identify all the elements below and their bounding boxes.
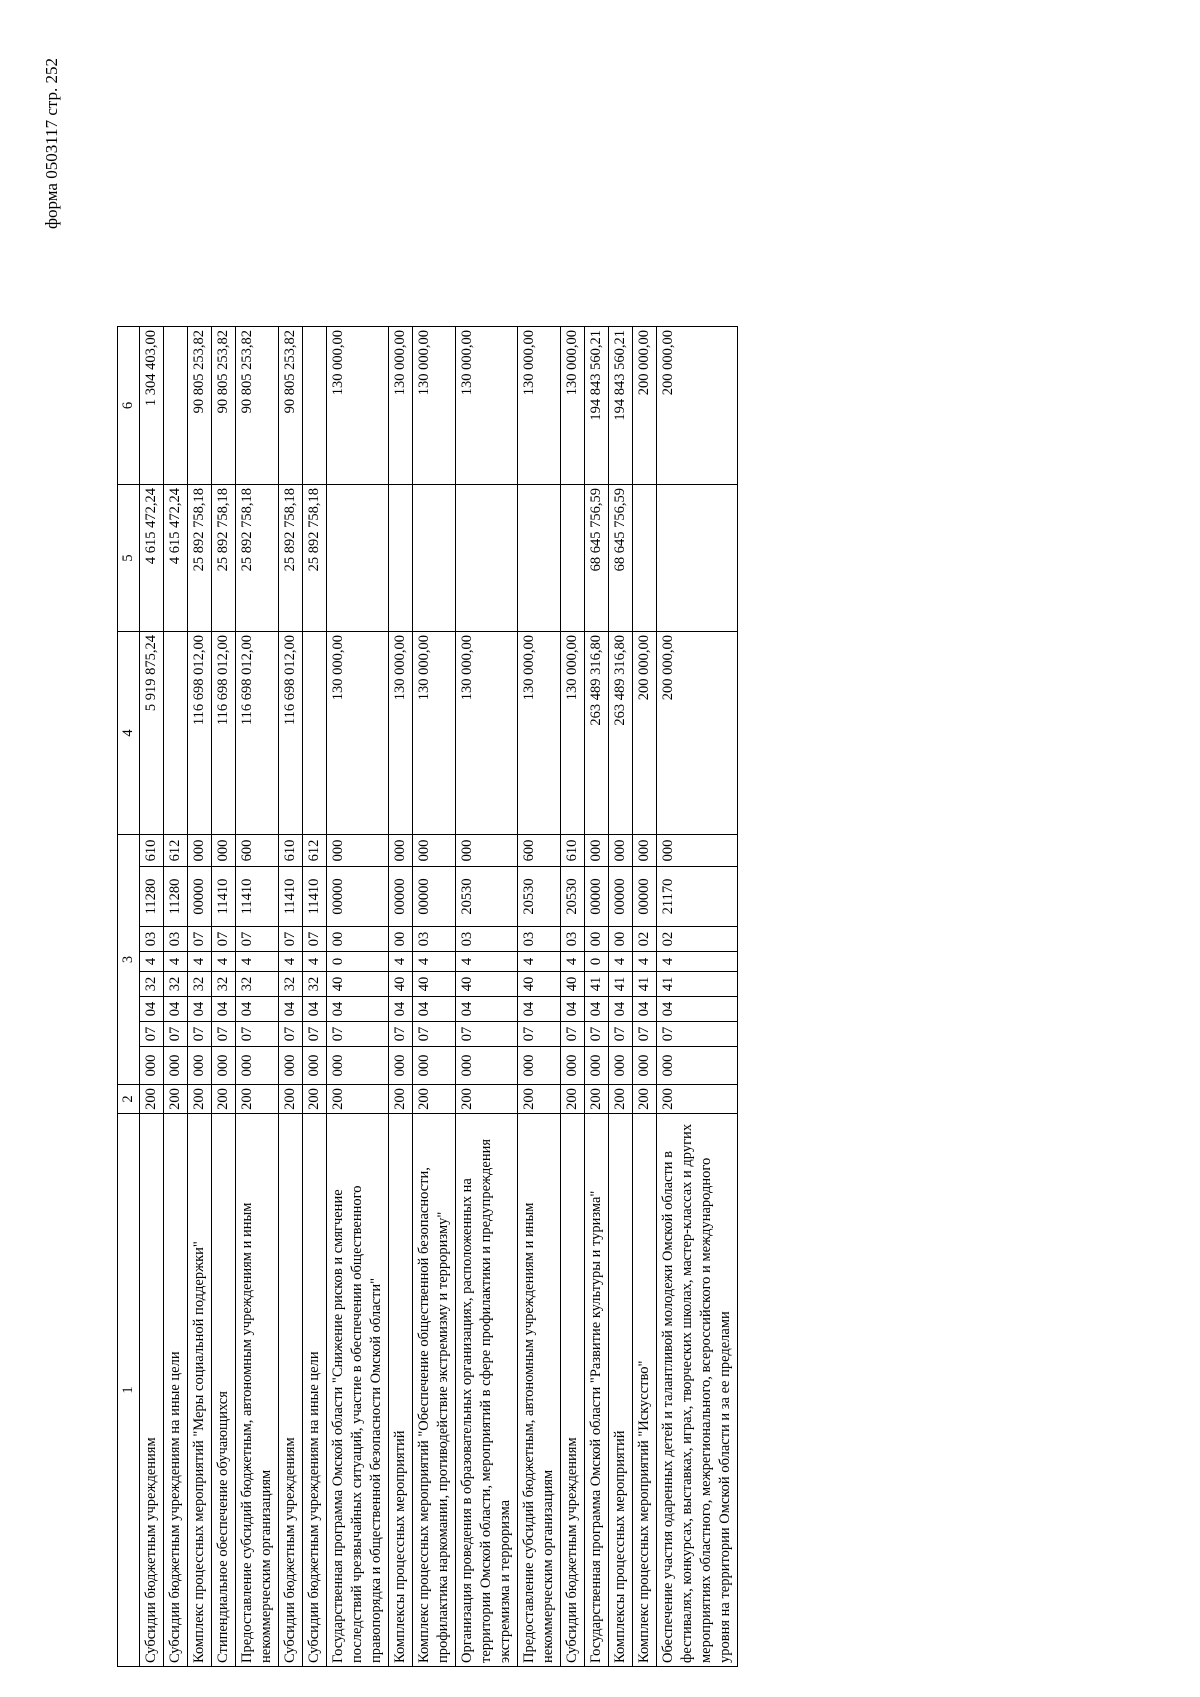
row-name: Предоставление субсидий бюджетным, автономным учреждениям и иным некоммерческим организациям [518,1114,561,1667]
table-row [413,327,456,1667]
budget-code-part: 000 [389,1047,413,1085]
row-executed [518,485,561,632]
row-executed [413,485,456,632]
row-approved: 116 698 012,00 [212,632,236,835]
table-row [389,327,413,1667]
budget-code-part: 000 [327,835,389,867]
budget-code-part: 07 [456,1022,518,1047]
row-unexecuted [303,327,327,485]
budget-code-part: 4 [188,952,212,972]
budget-code-part: 07 [212,1022,236,1047]
budget-code-part: 04 [164,997,188,1022]
budget-code-part: 000 [140,1047,164,1085]
budget-code-part: 32 [164,972,188,997]
row-line-code: 200 [413,1085,456,1114]
budget-code-part: 4 [389,952,413,972]
budget-code-part: 02 [657,927,738,952]
budget-code-part: 4 [657,952,738,972]
budget-code-part: 000 [657,835,738,867]
budget-code-part: 07 [140,1022,164,1047]
budget-code-part: 04 [609,997,633,1022]
budget-code-part: 000 [633,835,657,867]
budget-code-part: 00 [585,927,609,952]
row-executed: 68 645 756,59 [609,485,633,632]
budget-code-part: 07 [413,1022,456,1047]
budget-code-part: 000 [456,835,518,867]
budget-code-part: 4 [279,952,303,972]
budget-code-part: 00 [389,927,413,952]
budget-code-part: 20530 [518,867,561,927]
budget-code-part: 4 [609,952,633,972]
row-unexecuted: 200 000,00 [657,327,738,485]
budget-code-part: 000 [609,835,633,867]
budget-code-part: 03 [518,927,561,952]
budget-code-part: 07 [303,1022,327,1047]
row-executed: 25 892 758,18 [212,485,236,632]
budget-code-part: 07 [236,1022,279,1047]
row-approved: 263 489 316,80 [585,632,609,835]
row-executed [633,485,657,632]
budget-code-part: 4 [456,952,518,972]
budget-code-part: 04 [413,997,456,1022]
budget-code-part: 04 [657,997,738,1022]
budget-code-part: 41 [609,972,633,997]
row-executed [389,485,413,632]
budget-code-part: 03 [456,927,518,952]
row-unexecuted [164,327,188,485]
budget-code-part: 000 [561,1047,585,1085]
row-name: Государственная программа Омской области "Развитие культуры и туризма" [585,1114,609,1667]
table-row [279,327,303,1667]
budget-code-part: 00000 [633,867,657,927]
table-row [164,327,188,1667]
budget-code-part: 000 [212,1047,236,1085]
table-row [561,327,585,1667]
table-row [585,327,609,1667]
table-body [140,327,738,1667]
row-approved: 130 000,00 [389,632,413,835]
budget-code-part: 000 [303,1047,327,1085]
table-row [327,327,389,1667]
row-approved: 200 000,00 [633,632,657,835]
budget-code-part: 00 [327,927,389,952]
budget-code-part: 32 [236,972,279,997]
col-header-3: 3 [118,835,140,1085]
row-executed: 25 892 758,18 [188,485,212,632]
budget-code-part: 41 [657,972,738,997]
row-line-code: 200 [188,1085,212,1114]
budget-code-part: 07 [633,1022,657,1047]
row-line-code: 200 [657,1085,738,1114]
row-name: Комплекс процессных мероприятий "Обеспечение общественной безопасности, профилактика наркомании, противодействие экстремизму и терроризму" [413,1114,456,1667]
row-line-code: 200 [518,1085,561,1114]
report-table [117,326,738,1667]
budget-code-part: 03 [164,927,188,952]
row-name: Комплексы процессных мероприятий [389,1114,413,1667]
row-line-code: 200 [633,1085,657,1114]
row-name: Комплекс процессных мероприятий "Искусство" [633,1114,657,1667]
budget-code-part: 20530 [561,867,585,927]
row-unexecuted: 90 805 253,82 [236,327,279,485]
row-executed: 25 892 758,18 [236,485,279,632]
row-line-code: 200 [236,1085,279,1114]
budget-code-part: 000 [518,1047,561,1085]
budget-code-part: 00000 [389,867,413,927]
row-line-code: 200 [585,1085,609,1114]
budget-code-part: 00000 [188,867,212,927]
row-name: Субсидии бюджетным учреждениям [140,1114,164,1667]
row-line-code: 200 [164,1085,188,1114]
table-row [236,327,279,1667]
budget-code-part: 000 [327,1047,389,1085]
budget-code-part: 00000 [413,867,456,927]
budget-code-part: 000 [609,1047,633,1085]
budget-code-part: 610 [279,835,303,867]
budget-code-part: 07 [212,927,236,952]
table-row [140,327,164,1667]
col-header-6: 6 [118,327,140,485]
budget-code-part: 04 [140,997,164,1022]
budget-code-part: 02 [633,927,657,952]
row-approved: 130 000,00 [518,632,561,835]
row-approved: 116 698 012,00 [188,632,212,835]
row-executed: 68 645 756,59 [585,485,609,632]
budget-code-part: 32 [140,972,164,997]
budget-code-part: 612 [303,835,327,867]
table-row [657,327,738,1667]
row-approved: 130 000,00 [327,632,389,835]
row-approved: 130 000,00 [456,632,518,835]
row-unexecuted: 194 843 560,21 [609,327,633,485]
row-unexecuted: 90 805 253,82 [279,327,303,485]
budget-code-part: 000 [585,1047,609,1085]
budget-code-part: 600 [236,835,279,867]
row-executed: 25 892 758,18 [279,485,303,632]
row-name: Комплекс процессных мероприятий "Меры социальной поддержки" [188,1114,212,1667]
row-name: Субсидии бюджетным учреждениям на иные цели [164,1114,188,1667]
budget-code-part: 00000 [585,867,609,927]
budget-code-part: 610 [140,835,164,867]
budget-code-part: 40 [389,972,413,997]
budget-code-part: 000 [413,835,456,867]
budget-code-part: 000 [456,1047,518,1085]
col-header-1: 1 [118,1114,140,1667]
budget-code-part: 612 [164,835,188,867]
row-executed: 4 615 472,24 [140,485,164,632]
budget-code-part: 610 [561,835,585,867]
budget-code-part: 000 [212,835,236,867]
row-line-code: 200 [212,1085,236,1114]
row-unexecuted: 130 000,00 [327,327,389,485]
budget-code-part: 11410 [212,867,236,927]
budget-code-part: 11410 [236,867,279,927]
budget-code-part: 000 [657,1047,738,1085]
budget-code-part: 04 [303,997,327,1022]
row-executed [456,485,518,632]
budget-code-part: 04 [561,997,585,1022]
row-approved [164,632,188,835]
budget-code-part: 000 [188,1047,212,1085]
budget-code-part: 40 [518,972,561,997]
budget-code-part: 04 [389,997,413,1022]
row-name: Организация проведения в образовательных организациях, расположенных на территории Омской области, мероприятий в сфере профилактики и предупреждения экстремизма и терроризма [456,1114,518,1667]
row-approved: 5 919 875,24 [140,632,164,835]
table-row [609,327,633,1667]
row-unexecuted: 90 805 253,82 [188,327,212,485]
row-unexecuted: 130 000,00 [561,327,585,485]
budget-code-part: 0 [327,952,389,972]
row-unexecuted: 1 304 403,00 [140,327,164,485]
budget-code-part: 00 [609,927,633,952]
row-line-code: 200 [140,1085,164,1114]
header-row [118,327,140,1667]
row-name: Субсидии бюджетным учреждениям [279,1114,303,1667]
budget-code-part: 07 [518,1022,561,1047]
row-approved: 130 000,00 [561,632,585,835]
budget-code-part: 07 [236,927,279,952]
budget-code-part: 07 [561,1022,585,1047]
budget-code-part: 07 [609,1022,633,1047]
row-executed [327,485,389,632]
row-name: Стипендиальное обеспечение обучающихся [212,1114,236,1667]
budget-code-part: 32 [303,972,327,997]
budget-code-part: 4 [303,952,327,972]
row-name: Комплексы процессных мероприятий [609,1114,633,1667]
budget-code-part: 04 [188,997,212,1022]
budget-code-part: 04 [633,997,657,1022]
budget-code-part: 4 [236,952,279,972]
row-executed: 25 892 758,18 [303,485,327,632]
budget-code-part: 4 [561,952,585,972]
row-line-code: 200 [456,1085,518,1114]
budget-code-part: 00000 [327,867,389,927]
budget-code-part: 20530 [456,867,518,927]
budget-code-part: 4 [518,952,561,972]
row-executed [657,485,738,632]
budget-code-part: 32 [212,972,236,997]
row-unexecuted: 130 000,00 [389,327,413,485]
budget-code-part: 4 [413,952,456,972]
table-row [303,327,327,1667]
row-unexecuted: 130 000,00 [518,327,561,485]
budget-code-part: 40 [413,972,456,997]
row-approved: 263 489 316,80 [609,632,633,835]
budget-code-part: 32 [279,972,303,997]
table-row [188,327,212,1667]
budget-code-part: 40 [456,972,518,997]
budget-code-part: 07 [327,1022,389,1047]
row-line-code: 200 [279,1085,303,1114]
row-unexecuted: 200 000,00 [633,327,657,485]
budget-code-part: 4 [140,952,164,972]
budget-code-part: 4 [212,952,236,972]
table-row [212,327,236,1667]
row-approved: 116 698 012,00 [236,632,279,835]
row-name: Обеспечение участия одаренных детей и талантливой молодежи Омской области в фестивалях, конкурсах, выставках, играх, творческих школах, мастер-классах и других мероприятиях областного, межрегионального, всероссийского и международного уровня на территории Омской области и за ее пределами [657,1114,738,1667]
col-header-2: 2 [118,1085,140,1114]
budget-code-part: 07 [164,1022,188,1047]
budget-code-part: 000 [389,835,413,867]
row-line-code: 200 [389,1085,413,1114]
budget-code-part: 03 [140,927,164,952]
budget-code-part: 40 [327,972,389,997]
budget-code-part: 04 [236,997,279,1022]
row-executed: 4 615 472,24 [164,485,188,632]
budget-code-part: 04 [279,997,303,1022]
budget-code-part: 21170 [657,867,738,927]
budget-code-part: 04 [327,997,389,1022]
budget-code-part: 000 [164,1047,188,1085]
budget-code-part: 000 [236,1047,279,1085]
budget-code-part: 04 [212,997,236,1022]
budget-code-part: 0 [585,952,609,972]
budget-code-part: 07 [188,927,212,952]
budget-code-part: 07 [279,927,303,952]
row-unexecuted: 130 000,00 [456,327,518,485]
budget-code-part: 600 [518,835,561,867]
table-row [518,327,561,1667]
row-approved: 130 000,00 [413,632,456,835]
budget-code-part: 07 [657,1022,738,1047]
budget-code-part: 04 [456,997,518,1022]
row-name: Субсидии бюджетным учреждениям [561,1114,585,1667]
budget-code-part: 40 [561,972,585,997]
budget-code-part: 000 [585,835,609,867]
row-name: Субсидии бюджетным учреждениям на иные цели [303,1114,327,1667]
row-name: Предоставление субсидий бюджетным, автономным учреждениям и иным некоммерческим организациям [236,1114,279,1667]
row-executed [561,485,585,632]
budget-code-part: 07 [585,1022,609,1047]
budget-code-part: 000 [188,835,212,867]
budget-code-part: 11410 [279,867,303,927]
row-approved [303,632,327,835]
budget-code-part: 4 [633,952,657,972]
budget-code-part: 03 [413,927,456,952]
row-unexecuted: 130 000,00 [413,327,456,485]
row-unexecuted: 90 805 253,82 [212,327,236,485]
row-name: Государственная программа Омской области "Снижение рисков и смягчение последствий чрезвычайных ситуаций, участие в обеспечении общественного правопорядка и общественной безопасности Омской области" [327,1114,389,1667]
budget-code-part: 07 [279,1022,303,1047]
row-unexecuted: 194 843 560,21 [585,327,609,485]
budget-code-part: 41 [585,972,609,997]
row-line-code: 200 [327,1085,389,1114]
budget-code-part: 07 [188,1022,212,1047]
col-header-5: 5 [118,485,140,632]
budget-code-part: 11280 [140,867,164,927]
budget-code-part: 32 [188,972,212,997]
budget-code-part: 000 [413,1047,456,1085]
budget-code-part: 4 [164,952,188,972]
budget-code-part: 000 [633,1047,657,1085]
budget-code-part: 11410 [303,867,327,927]
col-header-4: 4 [118,632,140,835]
table-row [633,327,657,1667]
budget-code-part: 000 [279,1047,303,1085]
row-line-code: 200 [561,1085,585,1114]
budget-code-part: 07 [303,927,327,952]
budget-code-part: 03 [561,927,585,952]
row-line-code: 200 [609,1085,633,1114]
budget-code-part: 07 [389,1022,413,1047]
budget-code-part: 04 [585,997,609,1022]
budget-code-part: 04 [518,997,561,1022]
table-row [456,327,518,1667]
row-approved: 200 000,00 [657,632,738,835]
row-line-code: 200 [303,1085,327,1114]
form-reference: форма 0503117 стр. 252 [42,58,61,229]
budget-code-part: 11280 [164,867,188,927]
budget-code-part: 41 [633,972,657,997]
budget-code-part: 00000 [609,867,633,927]
row-approved: 116 698 012,00 [279,632,303,835]
